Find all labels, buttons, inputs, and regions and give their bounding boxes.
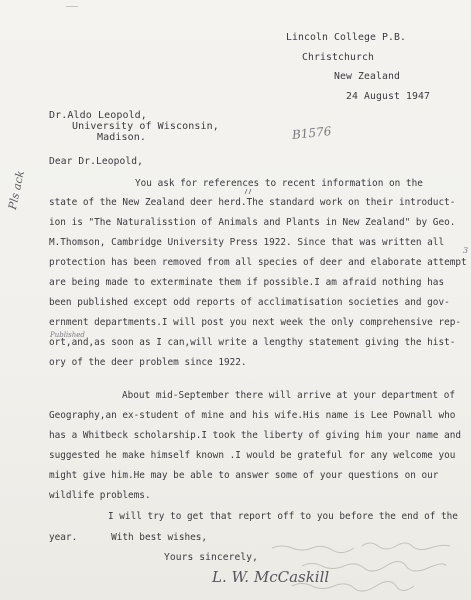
pencil-quote-mark — [243, 188, 253, 196]
bleed-through-scribbles — [262, 540, 467, 598]
body-line: ion is "The Naturalisstion of Animals and Plants in New Zealand" by Geo. — [49, 217, 456, 228]
body-line: ort,and,as soon as I can,will write a lengthy statement giving the hist- — [49, 337, 456, 348]
body-line: M.Thomson, Cambridge University Press 1922. Since that was written all — [49, 237, 445, 248]
body-line: are being made to exterminate them if possible.I am afraid nothing has — [49, 277, 445, 288]
signature: L. W. McCaskill — [212, 568, 330, 586]
body-line: might give him.He may be able to answer some of your questions on our — [49, 470, 439, 481]
closing: Yours sincerely, — [164, 552, 259, 563]
body-line: year. With best wishes, — [49, 532, 208, 543]
recipient-line-3: Madison. — [97, 132, 146, 143]
sender-line-2: Christchurch — [302, 52, 374, 63]
sender-line-3: New Zealand — [334, 71, 400, 82]
body-line: ernment departments.I will post you next week the only comprehensive rep- — [49, 317, 462, 328]
margin-annotation: Pls ack — [6, 169, 27, 211]
published-annotation: Published — [50, 331, 85, 339]
letter-date: 24 August 1947 — [346, 91, 430, 102]
body-line: I will try to get that report off to you before the end of the — [108, 511, 458, 522]
body-line: Geography,an ex-student of mine and his wife.His name is Lee Pownall who — [49, 410, 456, 421]
body-line: wildlife problems. — [49, 490, 151, 501]
body-line: You ask for references to recent information on the — [135, 178, 423, 189]
footnote-mark: 3 — [463, 246, 469, 255]
paper-fold-mark — [66, 0, 78, 7]
catalog-number: B1576 — [291, 123, 332, 143]
body-line: protection has been removed from all species of deer and elaborate attempt — [49, 257, 467, 268]
body-line: has a Whitbeck scholarship.I took the liberty of giving him your name and — [49, 430, 462, 441]
recipient-line-2: University of Wisconsin, — [72, 121, 219, 132]
recipient-line-1: Dr.Aldo Leopold, — [49, 110, 147, 121]
body-line: been published except odd reports of acclimatisation societies and gov- — [49, 297, 450, 308]
body-line: About mid-September there will arrive at your department of — [122, 390, 456, 401]
body-line: ory of the deer problem since 1922. — [49, 357, 247, 368]
body-line: suggested he make himself known .I would be grateful for any welcome you — [49, 450, 456, 461]
salutation: Dear Dr.Leopold, — [49, 156, 144, 167]
sender-line-1: Lincoln College P.B. — [286, 32, 406, 43]
body-line: state of the New Zealand deer herd.The standard work on their introduct- — [49, 197, 456, 208]
